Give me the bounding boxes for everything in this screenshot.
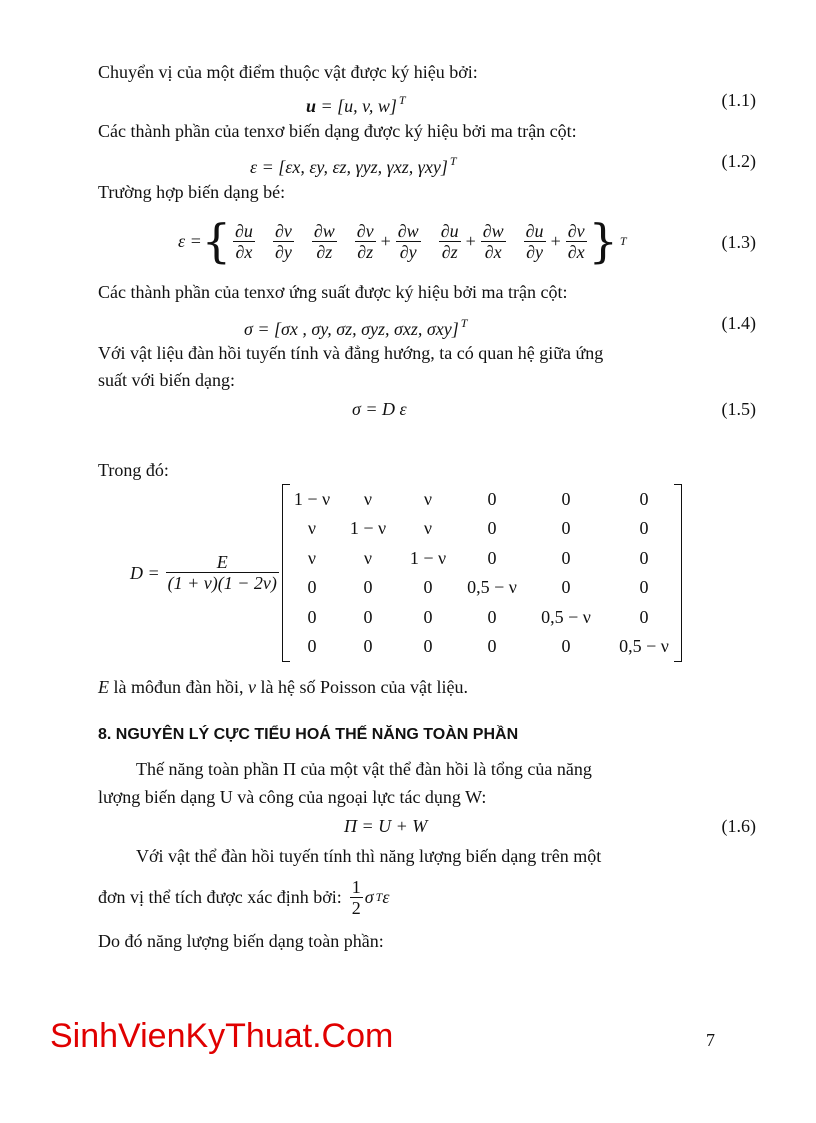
eq-item: σy <box>311 319 328 339</box>
equation-1-5: σ = D ε <box>352 399 407 419</box>
right-brace: } <box>588 214 618 268</box>
text-line: Trường hợp biến dạng bé: <box>98 182 286 202</box>
eq-lhs: D = <box>130 562 160 583</box>
matrix-cell: 0 <box>363 607 373 627</box>
matrix-cell: 0,5 − ν <box>541 607 591 627</box>
matrix-cell: 1 − ν <box>293 489 331 509</box>
eq-close: ] <box>440 157 448 177</box>
matrix-cell: 0 <box>487 518 497 538</box>
matrix-cell: 0 <box>487 607 497 627</box>
matrix-cell: 0 <box>487 548 497 568</box>
matrix-cell: 0,5 − ν <box>619 636 669 656</box>
fraction: $\frac{\partial v}{\partial z}$ <box>356 220 374 262</box>
matrix-cell: 0 <box>307 607 317 627</box>
matrix-cell: 0 <box>639 548 649 568</box>
text-line <box>98 875 389 919</box>
matrix-cell: 0 <box>307 577 317 597</box>
fraction: $\frac{\partial w}{\partial y}$ <box>397 220 419 262</box>
fraction: $\frac{1}{2}$ <box>351 876 361 918</box>
matrix-cell: 0 <box>561 518 571 538</box>
eq-rhs: = [u, v, w] <box>320 96 397 116</box>
matrix-cell: 0 <box>561 636 571 656</box>
fraction: $\frac{\partial v}{\partial y}$ <box>274 220 292 262</box>
matrix-cell: ν <box>307 548 317 568</box>
symbol-E: E <box>98 677 109 697</box>
matrix-cell: ν <box>423 489 433 509</box>
matrix-cell: ν <box>363 548 373 568</box>
equation-number: (1.4) <box>721 313 756 333</box>
eq-item: εx <box>285 157 301 177</box>
equation-1-4: σ = [σx , σy, σz, σyz, σxz, σxy] $^T$ <box>244 316 468 339</box>
eq-item: γxy <box>417 157 441 177</box>
fraction: $\frac{\partial v}{\partial x}$ <box>567 220 585 262</box>
eq-item: εy <box>309 157 324 177</box>
matrix-cell: ν <box>307 518 317 538</box>
equation-number: (1.1) <box>721 90 756 110</box>
eq-sup: T <box>398 93 406 107</box>
text-line: Chuyển vị của một điểm thuộc vật được ký hiệu bởi: <box>98 62 478 82</box>
matrix-cell: 0 <box>423 577 433 597</box>
text-line <box>98 676 468 698</box>
equation-1-2: ε = [εx, εy, εz, γyz, γxz, γxy] $^T$ <box>250 154 457 177</box>
symbol-nu: ν <box>247 677 256 697</box>
matrix-cell: 0 <box>487 489 497 509</box>
text-line: Các thành phần của tenxơ ứng suất được ký hiệu bởi ma trận cột: <box>98 282 568 302</box>
eq-item: γyz <box>355 157 378 177</box>
eq-item: εz <box>332 157 347 177</box>
fraction: $\frac{\partial u}{\partial y}$ <box>525 220 544 262</box>
eq-item: γxz <box>386 157 409 177</box>
text-line: Thế năng toàn phần Π của một vật thể đàn hồi là tổng của năng <box>136 759 592 779</box>
matrix-right-bracket <box>674 484 682 662</box>
fraction-numerator: E <box>166 552 279 573</box>
matrix-cell: 0 <box>639 607 649 627</box>
eq-sup: T <box>449 154 457 168</box>
matrix-cell: 0 <box>363 636 373 656</box>
matrix-cell: 0,5 − ν <box>467 577 517 597</box>
fraction: $\frac{\partial u}{\partial z}$ <box>440 220 459 262</box>
text-line: Do đó năng lượng biến dạng toàn phần: <box>98 931 384 951</box>
matrix-cell: 0 <box>561 548 571 568</box>
eq-item: σxy <box>426 319 452 339</box>
eq-sup: T <box>619 234 627 248</box>
fraction: $\frac{\partial u}{\partial x}$ <box>235 220 253 262</box>
matrix-cell: 0 <box>639 489 649 509</box>
matrix-cell: ν <box>423 518 433 538</box>
section-heading: 8. NGUYÊN LÝ CỰC TIỂU HOÁ THẾ NĂNG TOÀN PHẦN <box>98 726 519 743</box>
eq-item: σyz <box>361 319 386 339</box>
matrix-cell: 0 <box>561 489 571 509</box>
eq-item: σx <box>281 319 298 339</box>
eq-lhs: ε = [ <box>250 157 286 177</box>
text-span: đơn vị thể tích được xác định bởi: <box>98 887 342 907</box>
equation-number: (1.2) <box>721 151 756 171</box>
matrix-cell: 0 <box>639 518 649 538</box>
eq-close: ] <box>451 319 459 339</box>
eq-item: σz <box>336 319 353 339</box>
matrix-cell: 0 <box>487 636 497 656</box>
equation-number: (1.3) <box>721 232 756 252</box>
fraction: $\frac{\partial w}{\partial x}$ <box>482 220 504 262</box>
eq-item: σxz <box>394 319 418 339</box>
matrix-cell: 0 <box>423 607 433 627</box>
fraction-denominator: (1 + ν)(1 − 2ν) <box>167 573 277 593</box>
page-number: 7 <box>706 1030 715 1050</box>
matrix-cell: 1 − ν <box>409 548 447 568</box>
matrix-cell: 0 <box>307 636 317 656</box>
text-line: Các thành phần của tenxơ biến dạng được ký hiệu bởi ma trận cột: <box>98 121 577 141</box>
d-matrix <box>282 484 682 664</box>
fraction: $\frac{\partial w}{\partial z}$ <box>313 220 335 262</box>
site-watermark: SinhVienKyThuat.Com <box>50 1017 394 1055</box>
text-span: là hệ số Poisson của vật liệu. <box>255 677 468 697</box>
left-brace: { <box>201 214 232 268</box>
half-sigma-epsilon: $\frac{1}{2}$ σ T ε <box>351 876 390 918</box>
equation-number: (1.5) <box>721 399 756 419</box>
matrix-cell: ν <box>363 489 373 509</box>
equation-1-6: Π = U + W <box>344 816 428 836</box>
eq-lhs: σ = [ <box>244 319 282 339</box>
equation-number: (1.6) <box>721 816 756 836</box>
matrix-cell: 0 <box>363 577 373 597</box>
eq-sup: T <box>460 316 468 330</box>
text-line: lượng biến dạng U và công của ngoại lực tác dụng W: <box>98 787 487 807</box>
text-span: là môđun đàn hồi, <box>109 677 248 697</box>
matrix-cell: 0 <box>423 636 433 656</box>
eq-symbol: u <box>306 96 317 116</box>
text-line: suất với biến dạng: <box>98 370 235 390</box>
matrix-cell: 0 <box>639 577 649 597</box>
matrix-cell: 0 <box>561 577 571 597</box>
text-line: Với vật liệu đàn hồi tuyến tính và đẳng hướng, ta có quan hệ giữa ứng <box>98 343 604 363</box>
text-line: Trong đó: <box>98 460 169 480</box>
equation-1-3: ε = { $\frac{\partial u}{\partial x}$ $\frac{\partial v}{\partial y}$ $\frac{\partial w}{\partial z}$ $\frac{\partial v}{\partial z}$ + $\frac{\partial w}{\partial y}$ $\frac{\partial u}{\partial z}$ + $\frac{\partial w}{\partial x}$ $\frac{\partial u}{\partial y}$ + $\frac{\partial v}{\partial x}$ } T <box>178 214 627 268</box>
equation-1-1 <box>306 89 406 117</box>
d-matrix-lhs <box>130 552 281 593</box>
text-line: Với vật thể đàn hồi tuyến tính thì năng lượng biến dạng trên một <box>136 846 602 866</box>
eq-lhs: ε = <box>178 231 202 251</box>
matrix-cell: 1 − ν <box>349 518 387 538</box>
fraction <box>166 552 279 593</box>
